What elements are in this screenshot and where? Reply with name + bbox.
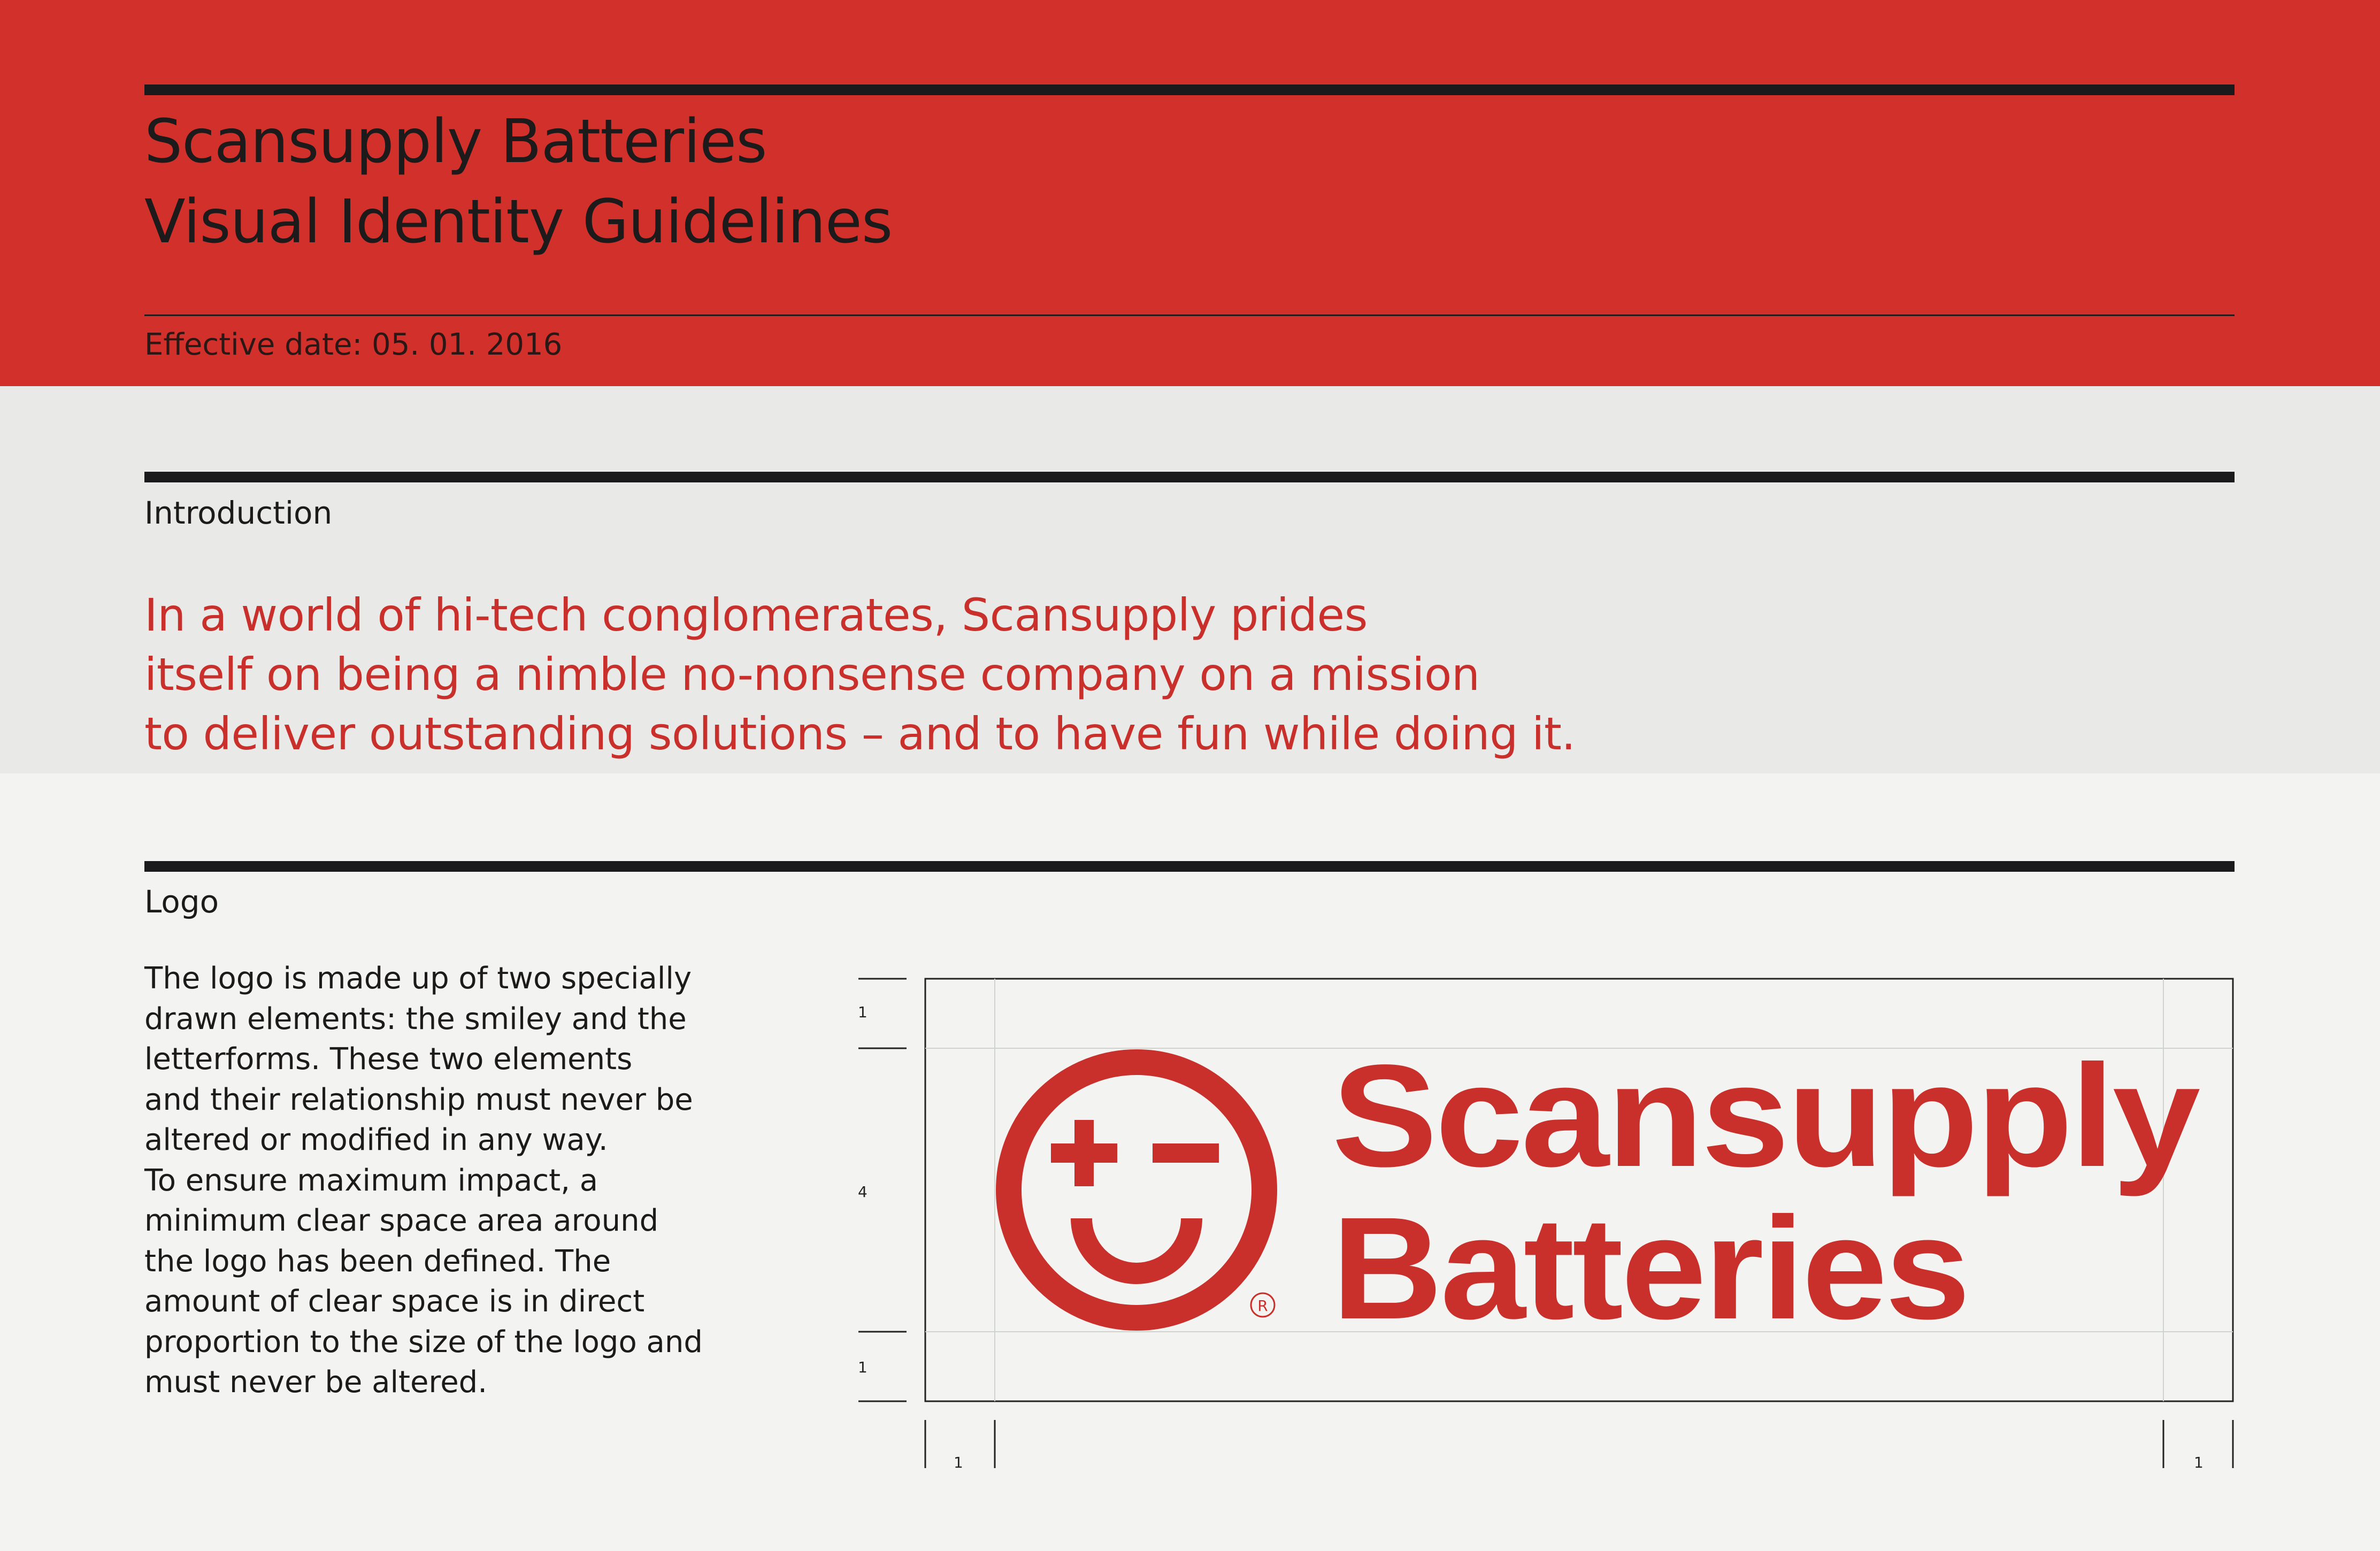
bottom-measurement-ticks [925,1420,2233,1468]
intro-line-3: to deliver outstanding solutions – and to have fun while doing it. [144,708,1576,760]
title-line-2: Visual Identity Guidelines [144,187,893,257]
introduction-label: Introduction [144,495,333,531]
measure-bottom-left: 1 [954,1454,963,1471]
introduction-rule [144,472,2235,482]
logo-description [144,958,703,1403]
logo-desc-line-4: and their relationship must never be [144,1082,693,1117]
measure-bottom-right: 1 [2194,1454,2204,1471]
logo-desc-line-7: minimum clear space area around [144,1203,659,1238]
logo-desc-line-9: amount of clear space is in direct [144,1284,645,1319]
logo-desc-line-3: letterforms. These two elements [144,1042,633,1077]
page-title [144,102,892,262]
title-line-1: Scansupply Batteries [144,107,767,176]
svg-text:R: R [1257,1297,1268,1315]
logo-desc-line-11: must never be altered. [144,1365,488,1400]
logo-desc-line-10: proportion to the size of the logo and [144,1324,703,1360]
introduction-text [144,586,1576,764]
measure-left-middle: 4 [858,1183,867,1201]
logo-desc-line-1: The logo is made up of two specially [144,961,692,996]
wordmark-line-1: Scansupply [1332,1034,2127,1197]
intro-line-1: In a world of hi-tech conglomerates, Scansupply prides [144,589,1368,641]
registered-trademark-icon [1251,1293,1275,1317]
intro-line-2: itself on being a nimble no-nonsense company on a mission [144,648,1480,701]
logo-desc-line-2: drawn elements: the smiley and the [144,1001,687,1036]
wordmark-line-2: Batteries [1332,1187,1968,1349]
logo-desc-line-5: altered or modified in any way. [144,1123,608,1157]
logo-section-rule [144,861,2235,872]
logo-clear-space-diagram [850,973,2246,1471]
logo-desc-line-8: the logo has been defined. The [144,1243,611,1279]
effective-date: Effective date: 05. 01. 2016 [144,327,563,362]
logo-section-label: Logo [144,884,219,920]
measure-left-bottom: 1 [858,1358,867,1376]
logo-desc-line-6: To ensure maximum impact, a [144,1163,598,1198]
smiley-icon [1009,1062,1264,1318]
header-top-rule [144,85,2235,95]
measure-left-top: 1 [858,1003,867,1021]
header-date-rule [144,314,2235,316]
